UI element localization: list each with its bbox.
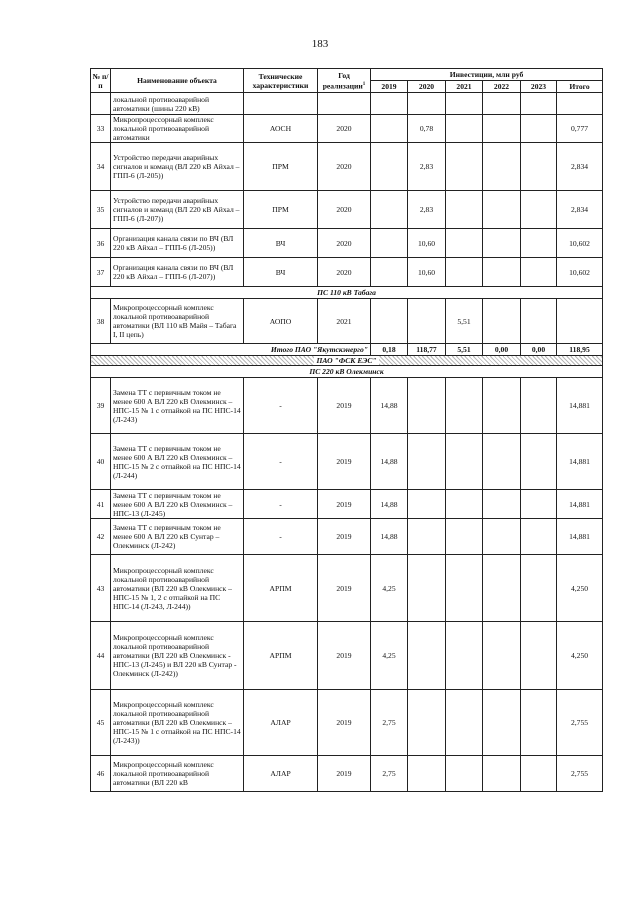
row-num: 40 — [91, 434, 111, 490]
row-value — [371, 115, 408, 143]
row-num: 34 — [91, 143, 111, 191]
row-year: 2020 — [318, 258, 371, 287]
section-olekminsk — [91, 366, 603, 378]
row-year: 2019 — [318, 622, 371, 690]
row-tech: АЛАР — [244, 756, 318, 792]
row-value: 4,25 — [371, 555, 408, 622]
row-value: 14,88 — [371, 434, 408, 490]
header-tech: Технические характеристики — [244, 69, 318, 93]
row-value — [483, 191, 521, 229]
table-row — [91, 115, 603, 143]
row-value — [483, 490, 521, 519]
row-value: 14,881 — [557, 378, 603, 434]
row-value — [521, 690, 557, 756]
total-label: Итого ПАО "Якутскэнерго" — [91, 344, 371, 356]
cell — [483, 93, 521, 115]
row-year: 2019 — [318, 490, 371, 519]
total-value: 5,51 — [446, 344, 483, 356]
row-value — [408, 555, 446, 622]
row-num: 38 — [91, 299, 111, 344]
row-value: 2,83 — [408, 191, 446, 229]
row-name: Замена ТТ с первичным током не менее 600 А ВЛ 220 кВ Олекминск – НПС-15 № 2 с отпайкой на ПС НПС-14 (Л-244) — [111, 434, 244, 490]
row-name: Микропроцессорный комплекс локальной противоаварийной автоматики (ВЛ 220 кВ Олекминск – НПС-15 № 1, 2 с отпайкой на ПС НПС-14 (Л-243, Л-244)) — [111, 555, 244, 622]
cell — [371, 93, 408, 115]
header-total: Итого — [557, 81, 603, 93]
row-tech: ПРМ — [244, 143, 318, 191]
section-tabaga — [91, 287, 603, 299]
row-name: Микропроцессорный комплекс локальной противоаварийной автоматики — [111, 115, 244, 143]
row-value — [483, 258, 521, 287]
header-invest: Инвестиции, млн руб — [371, 69, 603, 81]
table-row — [91, 299, 603, 344]
row-name: Микропроцессорный комплекс локальной противоаварийной автоматики (ВЛ 220 кВ Олекминск – НПС-15 № 1 с отпайкой на ПС НПС-14 (Л-243)) — [111, 690, 244, 756]
row-value — [371, 258, 408, 287]
row-tech: АРПМ — [244, 555, 318, 622]
table-row — [91, 434, 603, 490]
row-value — [371, 299, 408, 344]
table-row — [91, 378, 603, 434]
total-value: 118,95 — [557, 344, 603, 356]
row-value — [408, 519, 446, 555]
row-value: 2,834 — [557, 143, 603, 191]
row-value — [446, 622, 483, 690]
row-value — [408, 378, 446, 434]
row-year: 2019 — [318, 378, 371, 434]
header-year: Год реализации$^1$ — [318, 69, 371, 93]
row-tech: - — [244, 519, 318, 555]
row-name: Замена ТТ с первичным током не менее 600 А ВЛ 220 кВ Сунтар – Олекминск (Л-242) — [111, 519, 244, 555]
row-year: 2019 — [318, 434, 371, 490]
row-value: 0,777 — [557, 115, 603, 143]
row-value — [446, 258, 483, 287]
header-2019: 2019 — [371, 81, 408, 93]
row-value — [446, 756, 483, 792]
row-value — [483, 622, 521, 690]
row-value — [371, 229, 408, 258]
row-value: 2,75 — [371, 690, 408, 756]
row-num: 45 — [91, 690, 111, 756]
row-num: 43 — [91, 555, 111, 622]
row-year: 2020 — [318, 115, 371, 143]
header-num: № п/п — [91, 69, 111, 93]
table-row — [91, 258, 603, 287]
row-year: 2019 — [318, 555, 371, 622]
row-year: 2019 — [318, 690, 371, 756]
row-value — [408, 622, 446, 690]
row-value — [521, 555, 557, 622]
row-value — [483, 115, 521, 143]
row-tech: - — [244, 490, 318, 519]
row-tech: АОСН — [244, 115, 318, 143]
row-year: 2021 — [318, 299, 371, 344]
row-value: 14,881 — [557, 490, 603, 519]
investment-table — [90, 68, 603, 792]
header-name: Наименование объекта — [111, 69, 244, 93]
table-row — [91, 519, 603, 555]
row-value — [521, 299, 557, 344]
row-value — [446, 690, 483, 756]
row-name: Замена ТТ с первичным током не менее 600 А ВЛ 220 кВ Олекминск – НПС-13 (Л-245) — [111, 490, 244, 519]
row-tech: АЛАР — [244, 690, 318, 756]
row-value — [408, 690, 446, 756]
row-value — [446, 143, 483, 191]
row-value — [483, 229, 521, 258]
cell — [446, 93, 483, 115]
row-name: Микропроцессорный комплекс локальной противоаварийной автоматики (ВЛ 110 кВ Майя – Табага I, II цепь) — [111, 299, 244, 344]
row-name: Организация канала связи по ВЧ (ВЛ 220 кВ Айхал – ГПП-6 (Л-205)) — [111, 229, 244, 258]
table-row — [91, 143, 603, 191]
row-value — [483, 434, 521, 490]
row-num: 39 — [91, 378, 111, 434]
section-title: ПС 110 кВ Табага — [91, 287, 603, 299]
row-value — [408, 299, 446, 344]
total-value: 0,00 — [483, 344, 521, 356]
row-value: 14,881 — [557, 519, 603, 555]
row-tech: АРПМ — [244, 622, 318, 690]
row-value — [446, 434, 483, 490]
total-row — [91, 344, 603, 356]
row-value: 4,25 — [371, 622, 408, 690]
row-value — [408, 434, 446, 490]
row-value — [483, 690, 521, 756]
row-year: 2020 — [318, 229, 371, 258]
table-row — [91, 756, 603, 792]
header-2021: 2021 — [446, 81, 483, 93]
row-num: 37 — [91, 258, 111, 287]
row-tech: ВЧ — [244, 258, 318, 287]
row-year — [318, 93, 371, 115]
table-row — [91, 191, 603, 229]
row-value: 10,60 — [408, 258, 446, 287]
header-2023: 2023 — [521, 81, 557, 93]
total-value: 0,18 — [371, 344, 408, 356]
row-value: 0,78 — [408, 115, 446, 143]
row-value — [408, 490, 446, 519]
row-value — [521, 143, 557, 191]
row-tech: АОПО — [244, 299, 318, 344]
row-name: Замена ТТ с первичным током не менее 600 А ВЛ 220 кВ Олекминск – НПС-15 № 1 с отпайкой на ПС НПС-14 (Л-243) — [111, 378, 244, 434]
row-value — [483, 756, 521, 792]
row-value — [446, 115, 483, 143]
row-num: 42 — [91, 519, 111, 555]
row-value — [521, 191, 557, 229]
row-value — [483, 378, 521, 434]
table-row — [91, 555, 603, 622]
table-row — [91, 93, 603, 115]
row-year: 2020 — [318, 143, 371, 191]
org-row — [91, 356, 603, 366]
row-value: 10,602 — [557, 229, 603, 258]
row-value — [446, 490, 483, 519]
row-value: 4,250 — [557, 622, 603, 690]
header-2022: 2022 — [483, 81, 521, 93]
row-tech: - — [244, 434, 318, 490]
row-num: 33 — [91, 115, 111, 143]
page-number: 183 — [311, 38, 329, 50]
row-tech: ПРМ — [244, 191, 318, 229]
row-num: 35 — [91, 191, 111, 229]
row-num: 46 — [91, 756, 111, 792]
row-value — [521, 756, 557, 792]
row-num: 36 — [91, 229, 111, 258]
table-row — [91, 690, 603, 756]
row-value — [371, 143, 408, 191]
row-value: 14,88 — [371, 378, 408, 434]
row-value — [557, 299, 603, 344]
row-value — [371, 191, 408, 229]
cell — [521, 93, 557, 115]
row-value: 10,60 — [408, 229, 446, 258]
row-value — [521, 229, 557, 258]
row-value — [521, 378, 557, 434]
section-title: ПС 220 кВ Олекминск — [91, 366, 603, 378]
row-value: 5,51 — [446, 299, 483, 344]
row-tech: - — [244, 378, 318, 434]
row-value: 2,834 — [557, 191, 603, 229]
row-value — [521, 490, 557, 519]
row-value — [521, 622, 557, 690]
row-year: 2020 — [318, 191, 371, 229]
row-value — [521, 434, 557, 490]
row-num: 41 — [91, 490, 111, 519]
row-value — [446, 555, 483, 622]
row-value: 14,881 — [557, 434, 603, 490]
row-value — [408, 756, 446, 792]
org-title: ПАО "ФСК ЕЭС" — [316, 356, 377, 365]
cell — [408, 93, 446, 115]
row-name: Микропроцессорный комплекс локальной противоаварийной автоматики (ВЛ 220 кВ Олекминск - НПС-13 (Л-245) и ВЛ 220 кВ Сунтар - Олекминск (Л-242)) — [111, 622, 244, 690]
row-value: 4,250 — [557, 555, 603, 622]
row-value — [483, 299, 521, 344]
row-value — [483, 143, 521, 191]
header-2020: 2020 — [408, 81, 446, 93]
table-row — [91, 622, 603, 690]
total-value: 118,77 — [408, 344, 446, 356]
total-value: 0,00 — [521, 344, 557, 356]
row-value: 2,75 — [371, 756, 408, 792]
row-year: 2019 — [318, 519, 371, 555]
row-name: Устройство передачи аварийных сигналов и команд (ВЛ 220 кВ Айхал – ГПП-6 (Л-205)) — [111, 143, 244, 191]
org-cell — [91, 356, 603, 366]
row-value — [446, 378, 483, 434]
row-value — [483, 519, 521, 555]
row-name: Устройство передачи аварийных сигналов и команд (ВЛ 220 кВ Айхал – ГПП-6 (Л-207)) — [111, 191, 244, 229]
table-row — [91, 490, 603, 519]
row-year: 2019 — [318, 756, 371, 792]
row-num: 44 — [91, 622, 111, 690]
row-value: 2,755 — [557, 690, 603, 756]
row-value: 14,88 — [371, 519, 408, 555]
row-num — [91, 93, 111, 115]
row-value — [483, 555, 521, 622]
row-name: Организация канала связи по ВЧ (ВЛ 220 кВ Айхал – ГПП-6 (Л-207)) — [111, 258, 244, 287]
row-value: 10,602 — [557, 258, 603, 287]
row-name: локальной противоаварийной автоматики (шины 220 кВ) — [111, 93, 244, 115]
row-value — [446, 191, 483, 229]
row-value: 2,755 — [557, 756, 603, 792]
row-value — [446, 229, 483, 258]
row-value: 14,88 — [371, 490, 408, 519]
row-tech: ВЧ — [244, 229, 318, 258]
row-value — [521, 258, 557, 287]
row-value — [446, 519, 483, 555]
row-value — [521, 519, 557, 555]
row-tech — [244, 93, 318, 115]
row-value — [521, 115, 557, 143]
row-value: 2,83 — [408, 143, 446, 191]
cell — [557, 93, 603, 115]
row-name: Микропроцессорный комплекс локальной противоаварийной автоматики (ВЛ 220 кВ — [111, 756, 244, 792]
table-row — [91, 229, 603, 258]
